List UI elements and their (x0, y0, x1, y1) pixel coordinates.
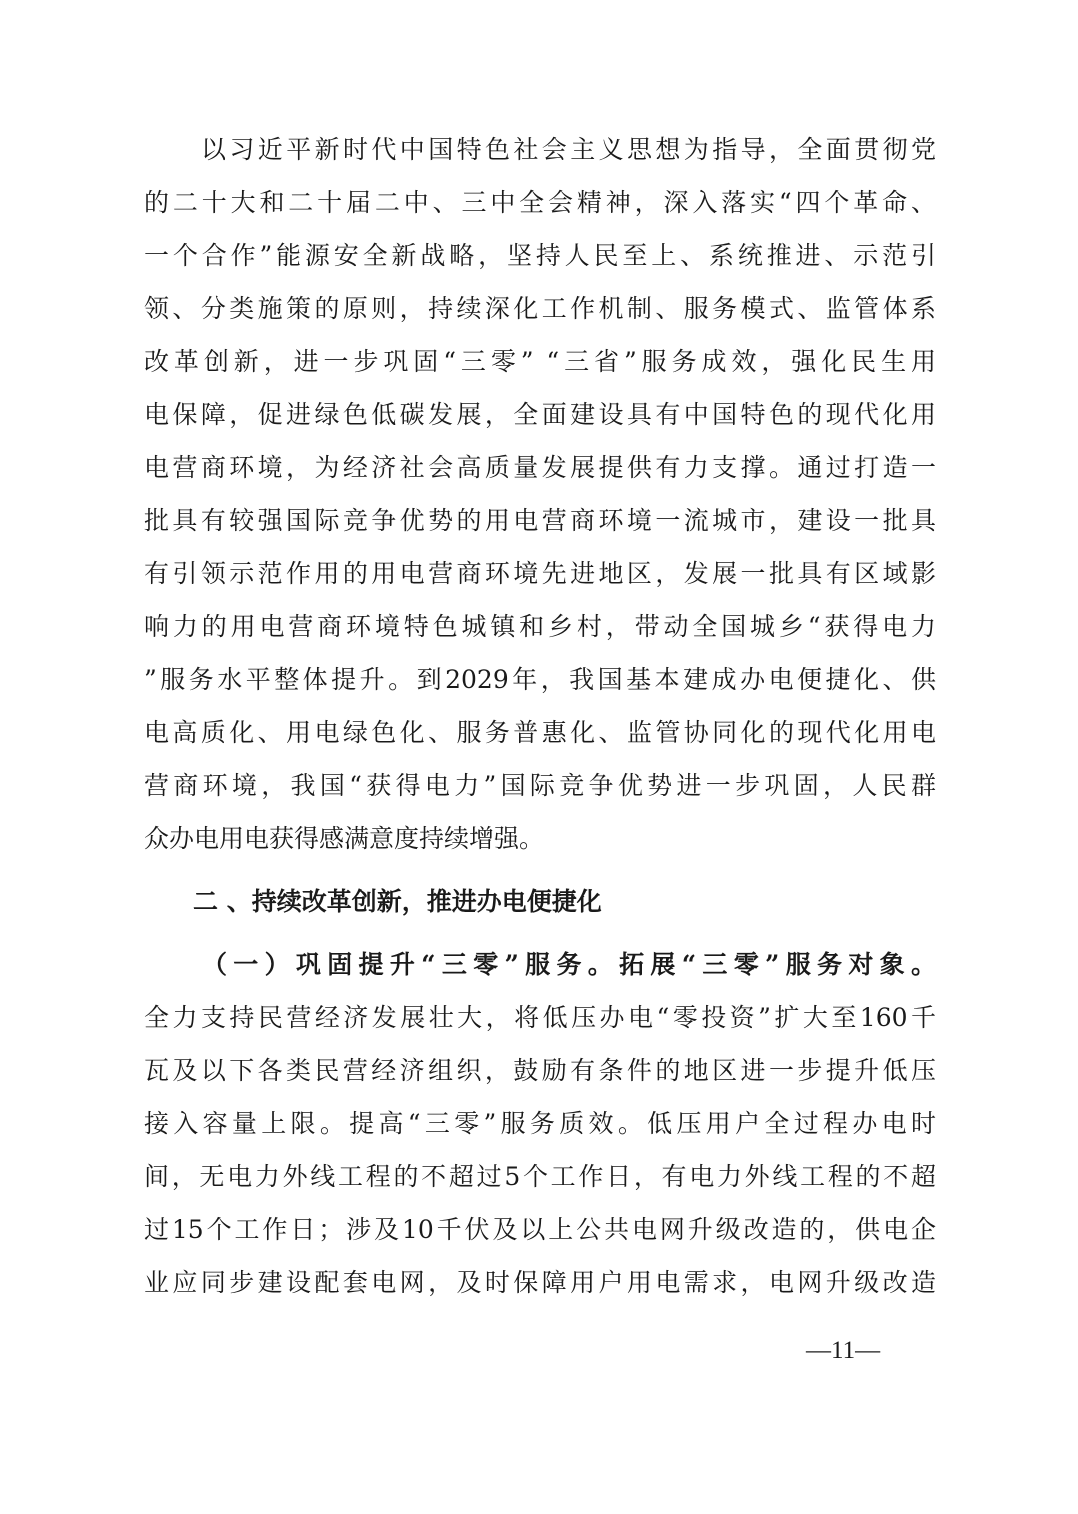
paragraph-line: 以习近平新时代中国特色社会主义思想为指导，全面贯彻党 (201, 135, 936, 164)
paragraph-line: 响力的用电营商环境特色城镇和乡村，带动全国城乡“获得电力 (144, 612, 936, 641)
subsection-heading: （一）巩固提升“三零”服务。拓展“三零”服务对象。 (202, 950, 936, 979)
paragraph-line: 接入容量上限。提高“三零”服务质效。低压用户全过程办电时 (144, 1109, 936, 1138)
paragraph-line: 电营商环境，为经济社会高质量发展提供有力支撑。通过打造一 (144, 453, 936, 482)
paragraph-line: 的二十大和二十届二中、三中全会精神，深入落实“四个革命、 (144, 188, 936, 217)
paragraph-line: 业应同步建设配套电网，及时保障用户用电需求，电网升级改造 (144, 1268, 936, 1297)
paragraph-line: 领、分类施策的原则，持续深化工作机制、服务模式、监管体系 (144, 294, 936, 323)
page-number: —11— (806, 1337, 881, 1364)
paragraph-line: 电高质化、用电绿色化、服务普惠化、监管协同化的现代化用电 (144, 718, 936, 747)
paragraph-line: 一个合作”能源安全新战略，坚持人民至上、系统推进、示范引 (144, 241, 936, 270)
paragraph-line: 间，无电力外线工程的不超过5个工作日，有电力外线工程的不超 (144, 1162, 936, 1191)
paragraph-line: 改革创新，进一步巩固“三零” “三省”服务成效，强化民生用 (144, 347, 936, 376)
paragraph-line: 批具有较强国际竞争优势的用电营商环境一流城市，建设一批具 (144, 506, 936, 535)
paragraph-line: 电保障，促进绿色低碳发展，全面建设具有中国特色的现代化用 (144, 400, 936, 429)
paragraph-line: 过15个工作日；涉及10千伏及以上公共电网升级改造的，供电企 (144, 1215, 936, 1244)
paragraph-line: ”服务水平整体提升。到2029年，我国基本建成办电便捷化、供 (144, 665, 936, 694)
paragraph-line: 瓦及以下各类民营经济组织，鼓励有条件的地区进一步提升低压 (144, 1056, 936, 1085)
paragraph-line: 有引领示范作用的用电营商环境先进地区，发展一批具有区域影 (144, 559, 936, 588)
paragraph-line: 营商环境，我国“获得电力”国际竞争优势进一步巩固，人民群 (144, 771, 936, 800)
paragraph-line: 全力支持民营经济发展壮大，将低压办电“零投资”扩大至160千 (144, 1003, 936, 1032)
paragraph-line: 众办电用电获得感满意度持续增强。 (144, 824, 545, 853)
section-heading: 二 、持续改革创新，推进办电便捷化 (193, 887, 602, 916)
